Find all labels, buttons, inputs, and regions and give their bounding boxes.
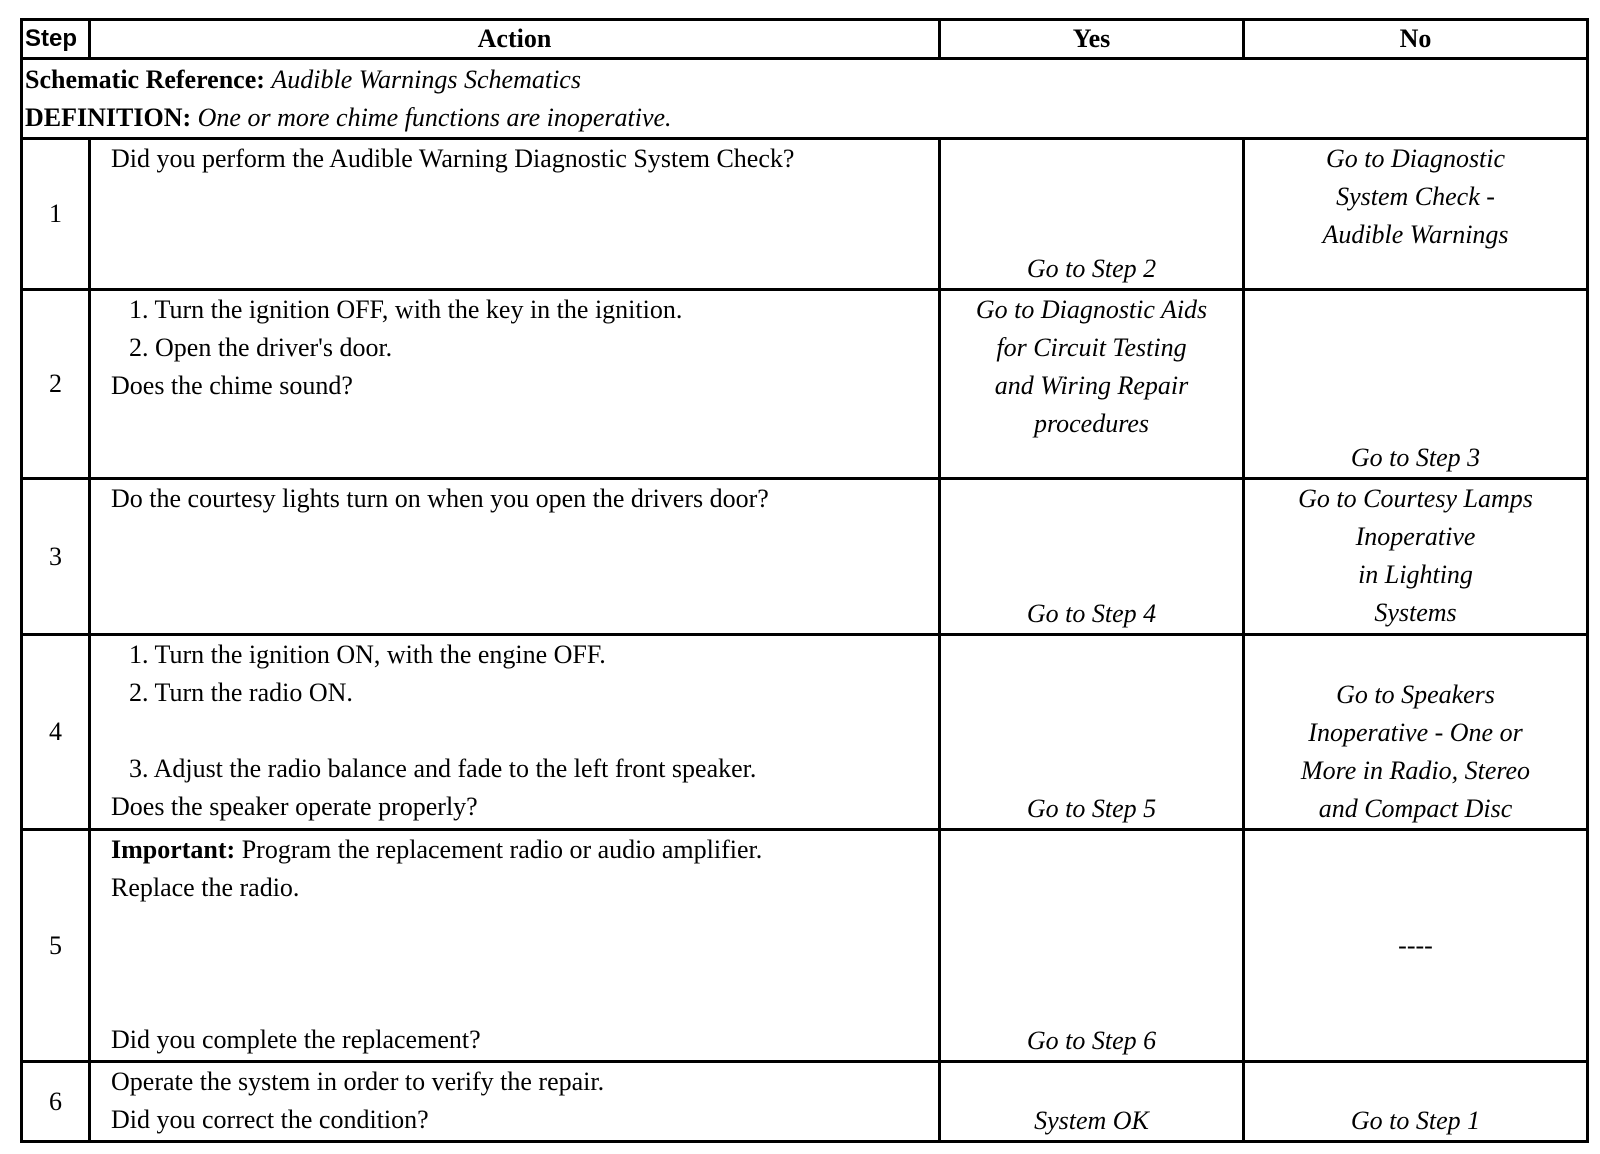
action-cell bbox=[90, 829, 940, 1062]
blank-line bbox=[111, 983, 938, 1021]
yes-line: for Circuit Testing bbox=[996, 332, 1187, 362]
table-row bbox=[22, 479, 1588, 635]
reference-cell bbox=[22, 59, 1588, 139]
action-cell bbox=[90, 479, 940, 635]
action-cell bbox=[90, 289, 940, 478]
yes-line: Go to Diagnostic Aids bbox=[975, 294, 1208, 324]
step-number: 2 bbox=[22, 289, 90, 478]
yes-line: and Wiring Repair bbox=[994, 370, 1189, 400]
no-line: Audible Warnings bbox=[1322, 219, 1509, 249]
yes-cell: Go to Step 4 bbox=[940, 479, 1244, 635]
no-line: in Lighting bbox=[1358, 560, 1473, 590]
definition-value: One or more chime functions are inoperative. bbox=[197, 102, 672, 132]
no-line: Inoperative - One or bbox=[1308, 717, 1523, 747]
no-cell: Go to Step 1 bbox=[1244, 1062, 1588, 1142]
header-row bbox=[22, 20, 1588, 59]
schematic-value: Audible Warnings Schematics bbox=[271, 64, 581, 94]
no-line: and Compact Disc bbox=[1318, 793, 1513, 823]
action-line: Does the speaker operate properly? bbox=[111, 792, 478, 822]
schematic-reference bbox=[25, 61, 1586, 99]
important-text: Program the replacement radio or audio amplifier. bbox=[235, 834, 763, 864]
action-line: 2. Open the driver's door. bbox=[129, 332, 393, 362]
important-note bbox=[111, 831, 938, 869]
header-yes: Yes bbox=[940, 20, 1244, 59]
yes-cell: Go to Step 6 bbox=[940, 829, 1244, 1062]
step-number: 1 bbox=[22, 138, 90, 289]
action-line: Replace the radio. bbox=[111, 872, 300, 902]
no-line: Go to Diagnostic bbox=[1325, 143, 1506, 173]
reference-row bbox=[22, 59, 1588, 139]
action-cell bbox=[90, 1062, 940, 1142]
action-line: 2. Turn the radio ON. bbox=[129, 678, 353, 708]
no-line: More in Radio, Stereo bbox=[1300, 755, 1531, 785]
action-line: Operate the system in order to verify the repair. bbox=[111, 1067, 605, 1097]
no-cell: ---- bbox=[1244, 829, 1588, 1062]
header-action: Action bbox=[90, 20, 940, 59]
yes-cell: Go to Step 5 bbox=[940, 635, 1244, 829]
yes-cell: System OK bbox=[940, 1062, 1244, 1142]
table-row bbox=[22, 138, 1588, 289]
diagnostic-table bbox=[20, 18, 1589, 1143]
yes-line: procedures bbox=[1033, 408, 1150, 438]
no-line: System Check - bbox=[1336, 181, 1495, 211]
step-number: 3 bbox=[22, 479, 90, 635]
action-line: 1. Turn the ignition OFF, with the key in the ignition. bbox=[129, 294, 683, 324]
header-step: Step bbox=[22, 20, 90, 59]
definition bbox=[25, 99, 1586, 137]
blank-line bbox=[111, 712, 938, 750]
no-line: Go to Courtesy Lamps bbox=[1298, 484, 1533, 514]
blank-line bbox=[111, 945, 938, 983]
no-line: Systems bbox=[1374, 598, 1457, 628]
definition-label: DEFINITION: bbox=[25, 102, 192, 132]
table-row bbox=[22, 289, 1588, 478]
yes-cell: Go to Step 2 bbox=[940, 138, 1244, 289]
no-cell: Go to Step 3 bbox=[1244, 289, 1588, 478]
action-line: Did you complete the replacement? bbox=[111, 1024, 481, 1054]
important-label: Important: bbox=[111, 834, 236, 864]
no-line: Inoperative bbox=[1355, 522, 1476, 552]
table-row bbox=[22, 829, 1588, 1062]
action-line: Did you correct the condition? bbox=[111, 1105, 429, 1135]
table-row bbox=[22, 1062, 1588, 1142]
action-line: 1. Turn the ignition ON, with the engine OFF. bbox=[129, 640, 606, 670]
blank-line bbox=[111, 907, 938, 945]
table-row bbox=[22, 635, 1588, 829]
action-line: Does the chime sound? bbox=[111, 370, 353, 400]
action-line: Did you perform the Audible Warning Diagnostic System Check? bbox=[111, 143, 795, 173]
action-line: 3. Adjust the radio balance and fade to the left front speaker. bbox=[129, 754, 757, 784]
no-cell bbox=[1244, 635, 1588, 829]
step-number: 6 bbox=[22, 1062, 90, 1142]
header-no: No bbox=[1244, 20, 1588, 59]
no-line: Go to Speakers bbox=[1336, 679, 1495, 709]
no-cell bbox=[1244, 138, 1588, 289]
action-cell bbox=[90, 635, 940, 829]
yes-cell bbox=[940, 289, 1244, 478]
action-cell bbox=[90, 138, 940, 289]
no-cell bbox=[1244, 479, 1588, 635]
step-number: 5 bbox=[22, 829, 90, 1062]
action-line: Do the courtesy lights turn on when you open the drivers door? bbox=[111, 484, 769, 514]
step-number: 4 bbox=[22, 635, 90, 829]
schematic-label: Schematic Reference: bbox=[25, 64, 265, 94]
